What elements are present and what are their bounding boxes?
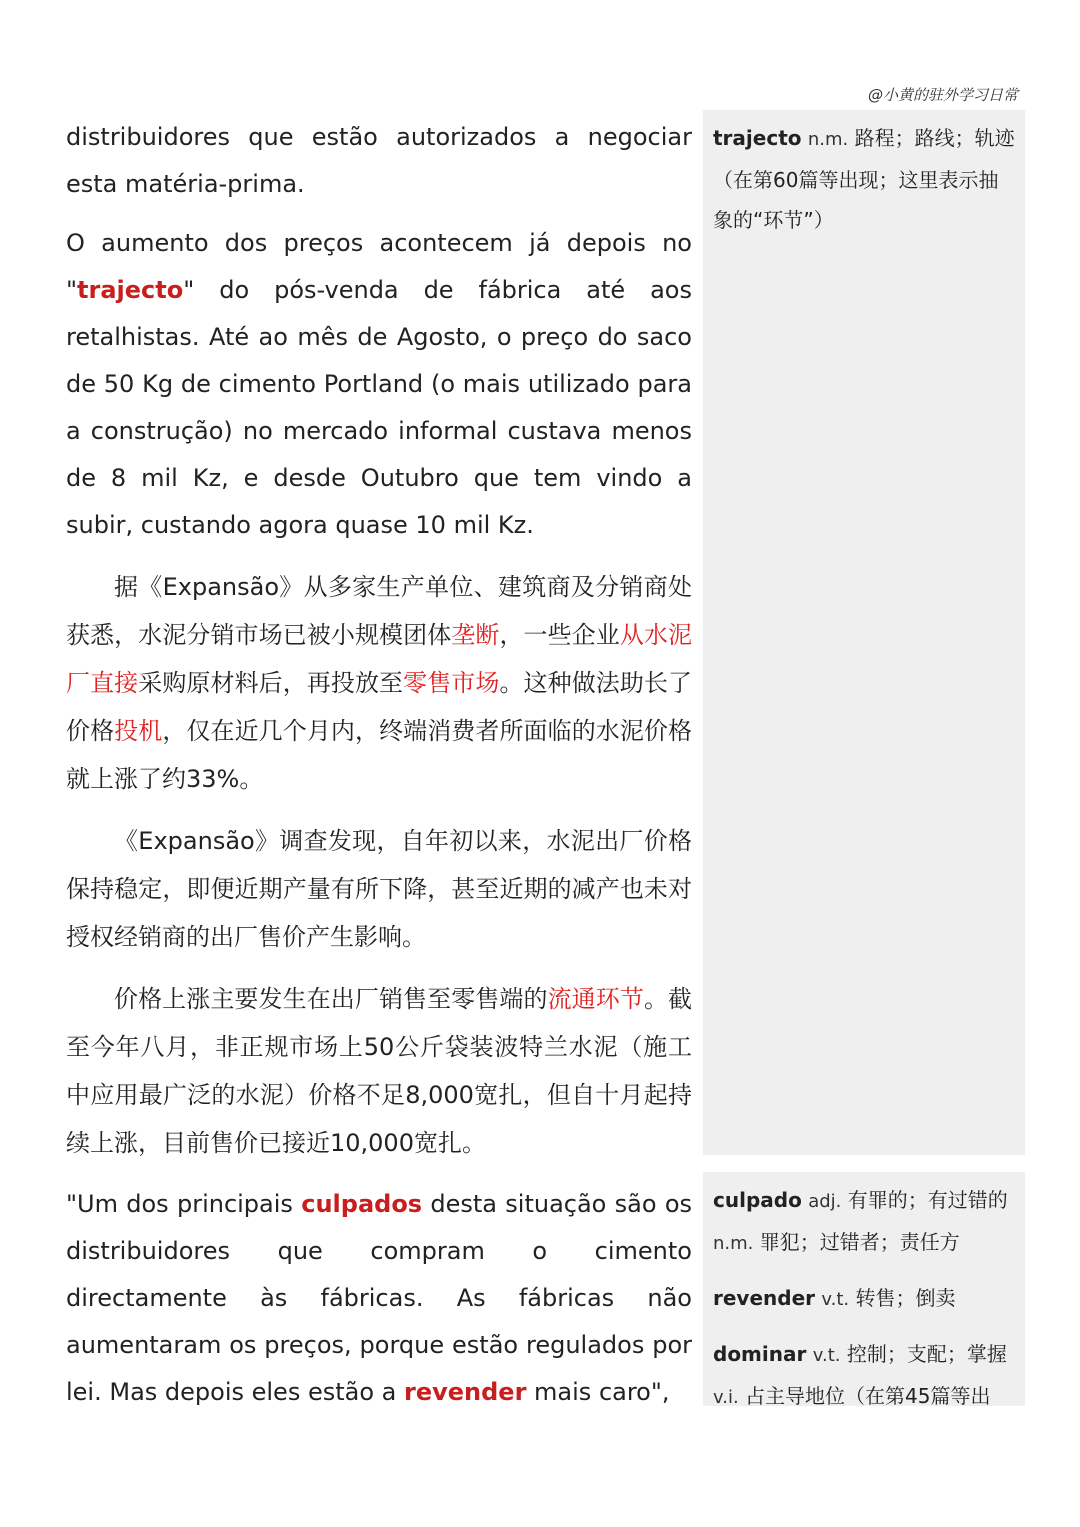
paragraph-zh-1: 据《Expansão》从多家生产单位、建筑商及分销商处获悉，水泥分销市场已被小规模团体垄断，一些企业从水泥厂直接采购原材料后，再投放至零售市场。这种做法助长了价格投机，仅在近几个月内，终端消费者所面临的水泥价格就上涨了约33%。 xyxy=(66,573,693,793)
keyword-trajecto: trajecto xyxy=(77,276,184,304)
paragraph-zh-2: 《Expansão》调查发现，自年初以来，水泥出厂价格保持稳定，即便近期产量有所下降，甚至近期的减产也未对授权经销商的出厂售价产生影响。 xyxy=(66,827,692,951)
glossary-definition: 路程；路线；轨迹（在第60篇等出现；这里表示抽象的“环节”） xyxy=(713,126,1015,232)
paragraph-pt-2: O aumento dos preços acontecem já depois no "trajecto" do pós-venda de fábrica até aos retalhistas. Até ao mês de Agosto, o preço do saco de 50 Kg de cimento Portland (o mais utilizado para a construção) no mercado informal custava menos de 8 mil Kz, e desde Outubro que tem vindo a subir, custando agora quase 10 mil Kz. xyxy=(66,229,692,539)
keyword-zh-2: 从水泥厂直接 xyxy=(66,621,693,697)
glossary-word: dominar xyxy=(713,1342,807,1366)
keyword-culpados: culpados xyxy=(301,1190,423,1218)
glossary-pos: v.t. xyxy=(812,1345,841,1366)
keyword-zh-5: 流通环节 xyxy=(547,985,644,1013)
glossary-word: trajecto xyxy=(713,126,802,150)
glossary-definition: 占主导地位（在第45篇等出 xyxy=(745,1384,991,1408)
glossary-pos: v.i. xyxy=(713,1387,739,1408)
glossary-pos: n.m. xyxy=(807,129,849,150)
keyword-revender: revender xyxy=(404,1378,527,1406)
glossary-panel-top xyxy=(703,110,1025,1155)
paragraph-pt-3: "Um dos principais culpados desta situação são os distribuidores que compram o cimento directamente às fábricas. As fábricas não aumentaram os preços, porque estão regulados por lei. Mas depois eles estão a revender mais caro", xyxy=(66,1190,693,1406)
glossary-definition: 有罪的；有过错的 xyxy=(847,1188,1008,1212)
glossary-definition: 控制；支配；掌握 xyxy=(846,1342,1007,1366)
glossary-word: culpado xyxy=(713,1188,802,1212)
glossary-definition: 罪犯；过错者；责任方 xyxy=(759,1230,960,1254)
glossary-word: revender xyxy=(713,1286,816,1310)
watermark: @小黄的驻外学习日常 xyxy=(867,86,1018,104)
keyword-zh-3: 零售市场 xyxy=(403,669,500,697)
glossary-entry xyxy=(713,118,1015,240)
article-body xyxy=(66,114,692,1430)
keyword-zh-4: 投机 xyxy=(114,717,163,745)
paragraph-pt-1: distribuidores que estão autorizados a negociar esta matéria-prima. xyxy=(66,123,692,198)
glossary-definition: 转售；倒卖 xyxy=(855,1286,956,1310)
glossary-pos: n.m. xyxy=(713,1233,754,1254)
keyword-zh-1: 垄断 xyxy=(451,621,500,649)
glossary-pos: adj. xyxy=(808,1191,842,1212)
glossary-entry xyxy=(713,1334,1015,1418)
glossary-entry xyxy=(713,1180,1015,1264)
paragraph-zh-3: 价格上涨主要发生在出厂销售至零售端的流通环节。截至今年八月，非正规市场上50公斤袋装波特兰水泥（施工中应用最广泛的水泥）价格不足8,000宽扎，但自十月起持续上涨，目前售价已接近10,000宽扎。 xyxy=(66,985,693,1157)
glossary-panel-bottom xyxy=(703,1172,1025,1406)
glossary-pos: v.t. xyxy=(821,1289,850,1310)
glossary-entry xyxy=(713,1278,1015,1320)
